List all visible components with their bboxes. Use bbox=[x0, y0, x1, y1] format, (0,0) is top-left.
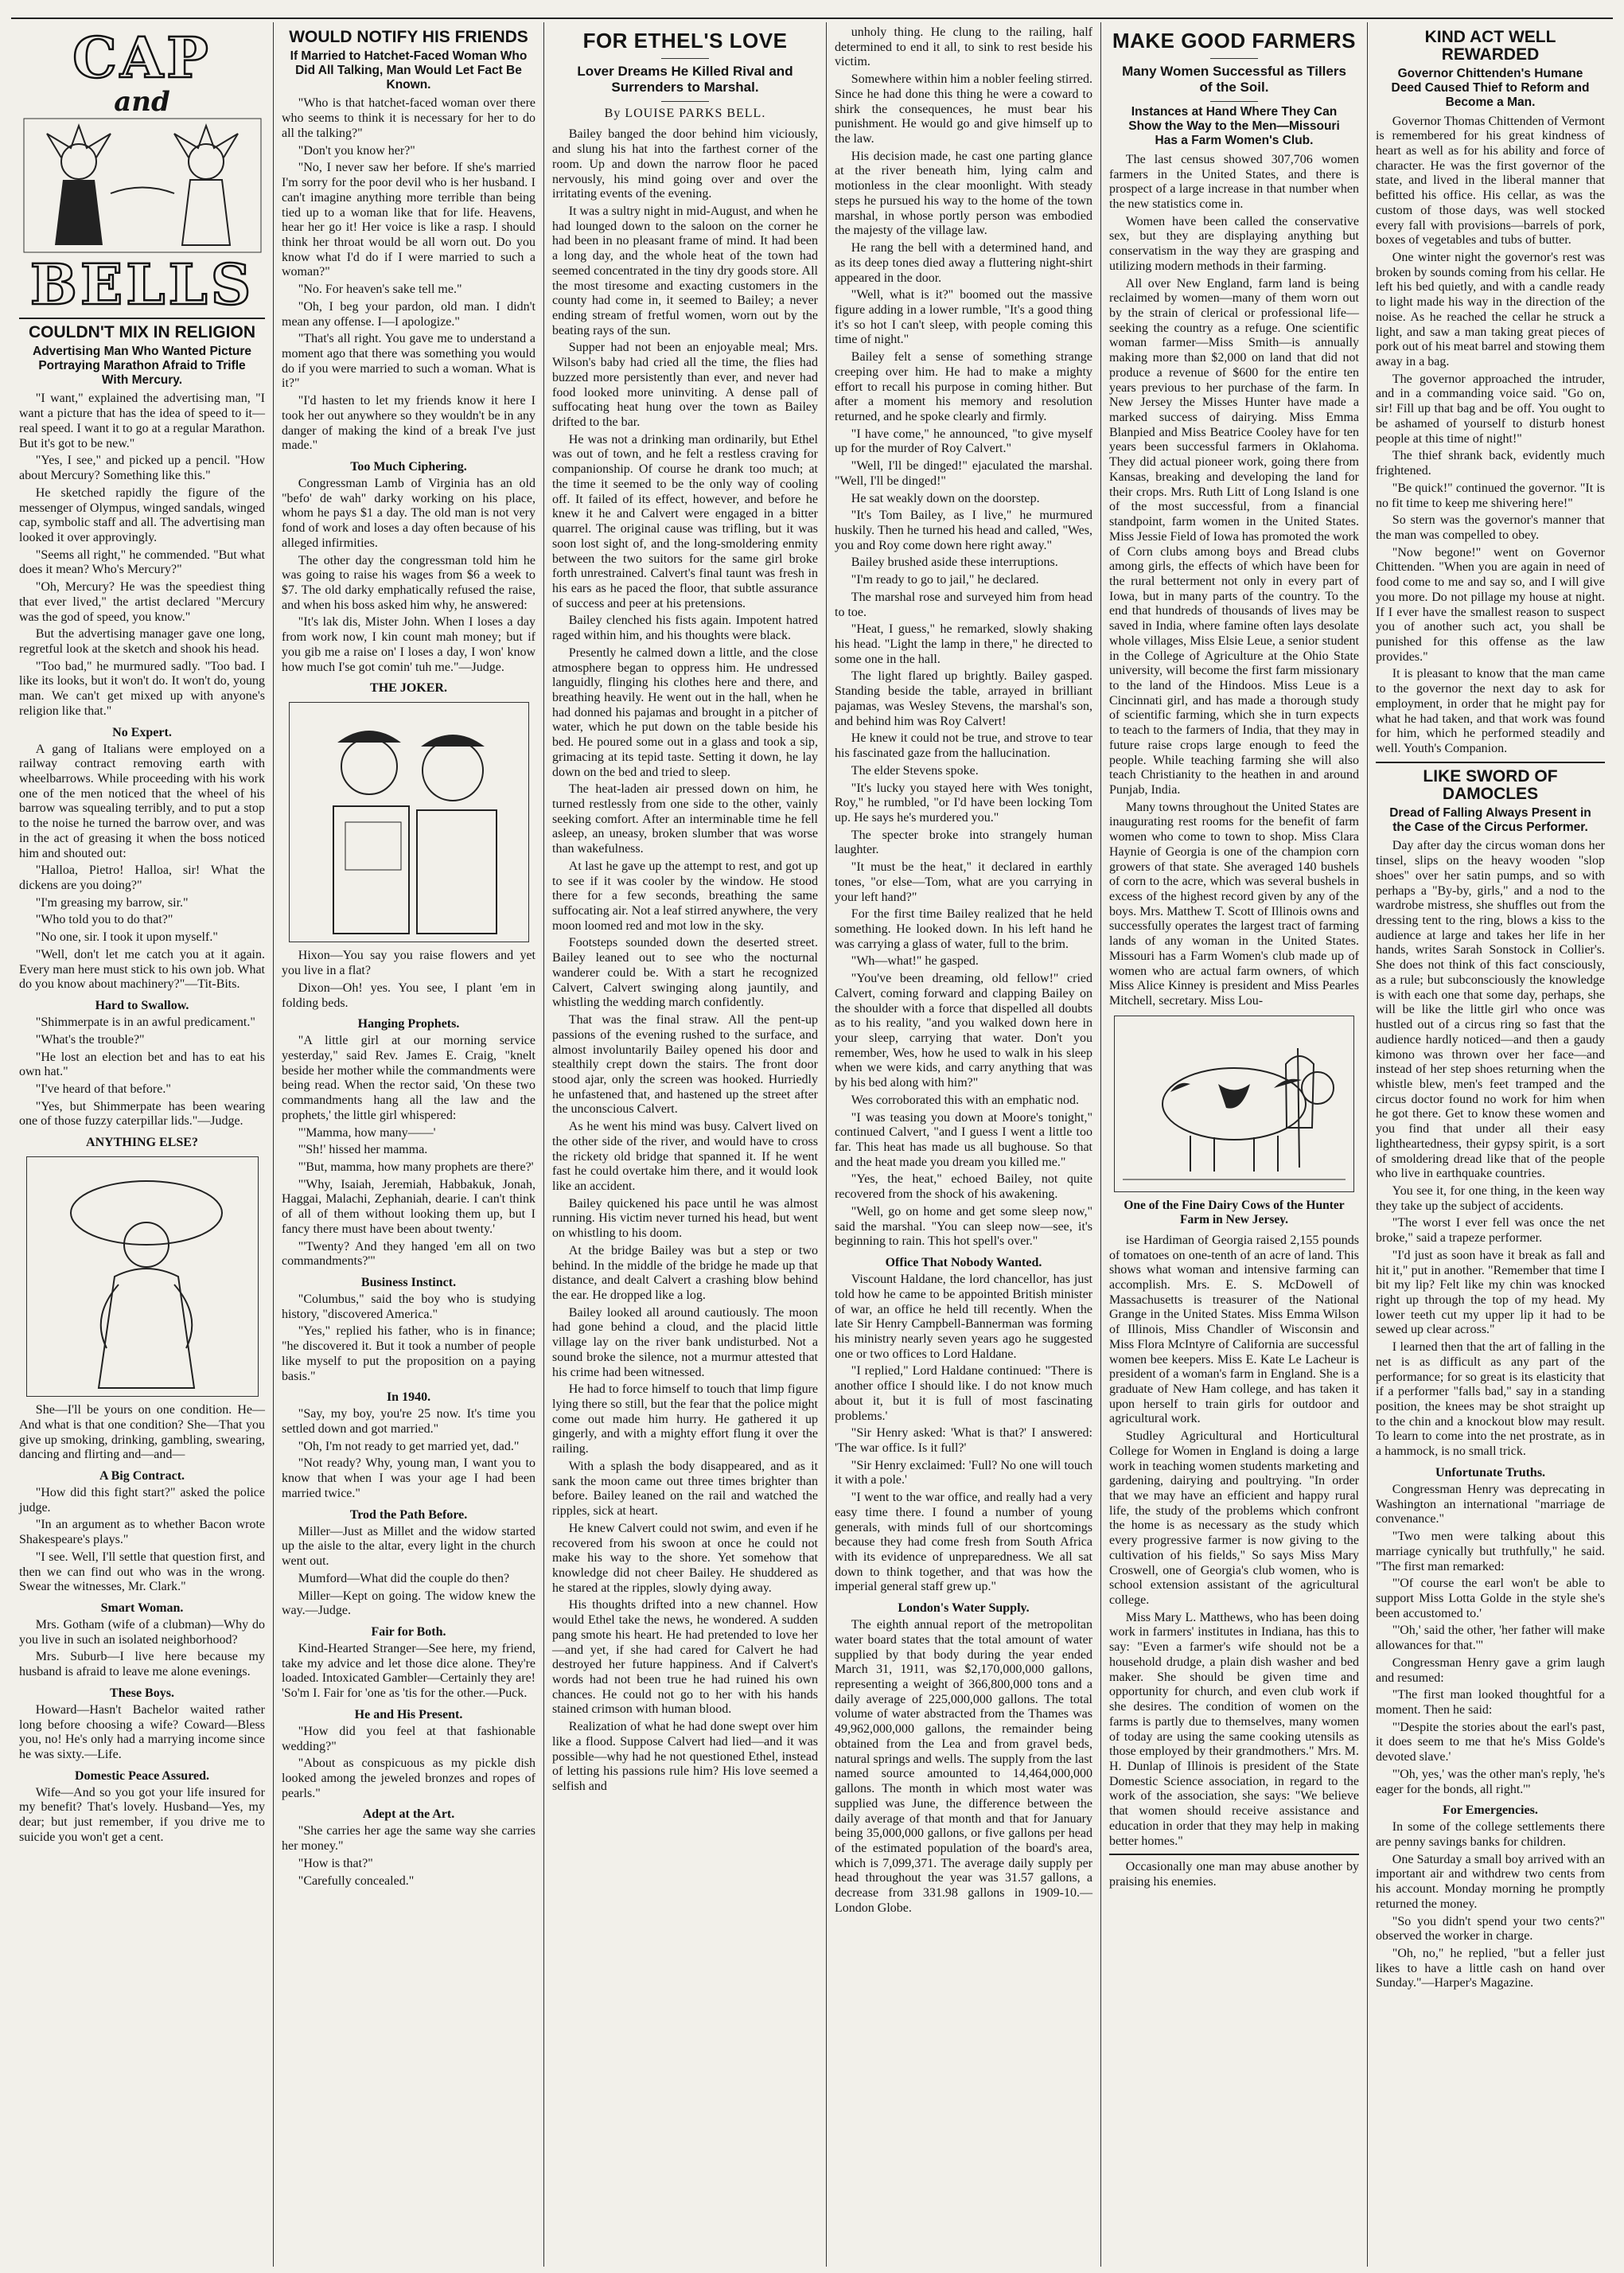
headline-for-ethels-love: FOR ETHEL'S LOVE bbox=[582, 29, 788, 53]
paragraph: Wes corroborated this with an emphatic nod. bbox=[851, 1093, 1079, 1107]
paragraph: "Not ready? Why, young man, I want you to know that when I was your age I had been married twice." bbox=[282, 1456, 535, 1500]
paragraph: "About as conspicuous as my pickle dish looked among the jeweled bronzes and ropes of pearls." bbox=[282, 1756, 535, 1800]
paragraph: She—I'll be yours on one condition. He—And what is that one condition? She—That you give up smoking, drinking, gambling, swearing, dancing and flirting and—and— bbox=[19, 1403, 265, 1462]
subhead-office-nobody-wanted: Office That Nobody Wanted. bbox=[885, 1256, 1042, 1270]
paragraph: "Heat, I guess," he remarked, slowly shaking his head. "Light the lamp in there," he directed to some one in the hall. bbox=[835, 622, 1092, 666]
paragraph: "Who told you to do that?" bbox=[35, 913, 173, 927]
paragraph: The eighth annual report of the metropolitan water board states that the total amount of water supplied by that body during the year ended March 31, 1911, was $2,170,000,000 gallons, representing a weight of 366,800,000 tons and a daily average of 225,000,000 gallons. The total volume of water abstracted from the Thames was 49,962,000,000 gallons, the remainder being obtained from the Lea and from gravel beds, natural springs and wells. The supply from the last named source amounted to 14,464,000,000 gallons. The month in which most water was supplied was June, the difference between the daily average of that month and that for January being 35,000,000 gallons, or five gallons per head of the estimated population of the board's area, which is 7,099,371. The average daily supply per head throughout the year was 31.57 gallons, a decrease from 331.98 gallons in 1909-10.—London Globe. bbox=[835, 1618, 1092, 1915]
paragraph: "Wh—what!" he gasped. bbox=[851, 954, 979, 969]
paragraph: "I want," explained the advertising man, "I want a picture that has the idea of speed to it—real speed. I want it to go at a regular Marathon. But it's got to be new." bbox=[19, 392, 265, 450]
paragraph: "Oh, I'm not ready to get married yet, dad." bbox=[298, 1439, 520, 1453]
subhead-domestic-peace: Domestic Peace Assured. bbox=[75, 1768, 209, 1783]
paragraph: So stern was the governor's manner that the man was compelled to obey. bbox=[1376, 513, 1605, 542]
paragraph: Bailey brushed aside these interruptions. bbox=[851, 556, 1058, 570]
section-rule bbox=[1376, 762, 1605, 763]
paragraph: "She carries her age the same way she carries her money." bbox=[282, 1824, 535, 1854]
column-3 bbox=[544, 22, 827, 2267]
paragraph: Bailey banged the door behind him viciously, and slung his hat into the farthest corner of the room. Up and down the narrow floor he paced nervously, his mind going over and over the irritating events of the evening. bbox=[552, 127, 818, 201]
paragraph: He knew it could not be true, and strove to tear his fascinated gaze from the hallucination. bbox=[835, 731, 1092, 761]
paragraph: The marshal rose and surveyed him from head to toe. bbox=[835, 590, 1092, 619]
column-2 bbox=[274, 22, 544, 2267]
paragraph: He knew Calvert could not swim, and even if he recovered from his swoon at once he could not make his way to the shore. Yet somehow that knowledge did not cheer Bailey. He shuddered as he stared at the ripples, slowly dying away. bbox=[552, 1521, 818, 1595]
top-rule bbox=[11, 18, 1613, 19]
paragraph: All over New England, farm land is being reclaimed by women—many of them worn out by the strain of clerical or professional life—seeking the country as a refuge. One scientific woman farmer—Miss Smith—is annually making more than $2,000 on land that did not produce a revenue of $600 for the entire ten years previous to her purchase of the farm. In New Jersey the Misses Hunter have made a marked success of dairying. Miss Emma Blanpied and Miss Beatrice Cooley have for ten years been successful farmers in Oklahoma. They did actual pioneer work, going there from Kansas, breaking and developing the land for their crops. Mrs. Ruth Litt of Long Island is one of the most successful, from a financial standpoint, farm women in the United States. Miss Jessie Field of Iowa has promoted the work of Corn clubs among boys and Bread clubs among girls, the effects of which have been for the rural betterment not only in every part of Iowa, but in many parts of the country. To the end that hundreds of thousands of lives may be saved in India, where famine often lays desolate whole villages, Miss Elsie Leue, a senior student in the College of Agriculture at the Ohio State university, will become the first farm missionary to the land of the Hindoos. Miss Leue is a Cincinnati girl, and has made a thorough study of scientific farming, which she in turn expects to teach to the farmers of India, that they may in future raise crops large enough to feed the people. While teaching farming she will also teach Christianity to the heathen in and around Punjab, India. bbox=[1109, 276, 1359, 797]
jester-illustration bbox=[23, 118, 262, 253]
paragraph: "Seems all right," he commended. "But what does it mean? Who's Mercury?" bbox=[19, 548, 265, 577]
paragraph: It was a sultry night in mid-August, and when he had lounged down to the saloon on the corner he had been in no pleasant frame of mind. It had been a long day, and the whole heat of the town had seemed concentrated in the tiny dry goods store. All the most tiresome and exacting customers in the county had come in, it seemed to Bailey; a never ending stream of fretful women, worn out by the beating rays of the sun. bbox=[552, 204, 818, 337]
subhead-smart-woman: Smart Woman. bbox=[100, 1601, 184, 1616]
paragraph: "Halloa, Pietro! Halloa, sir! What the dickens are you doing?" bbox=[19, 864, 265, 893]
paragraph: "Sir Henry exclaimed: 'Full? No one will touch it with a pole.' bbox=[835, 1458, 1092, 1487]
paragraph: "That's all right. You gave me to understand a moment ago that there was something you would do if you were married to such a woman. What is it?" bbox=[282, 332, 535, 391]
paragraph: Mrs. Suburb—I live here because my husband is afraid to leave me alone evenings. bbox=[19, 1650, 265, 1679]
paragraph: "Well, what is it?" boomed out the massive figure adding in a lower rumble, "It's a good thing it's so hot I can't sleep, with people coming this time of night." bbox=[835, 288, 1092, 347]
deck-separator bbox=[661, 101, 709, 102]
headline-would-notify: WOULD NOTIFY HIS FRIENDS bbox=[289, 28, 528, 46]
paragraph: He sat weakly down on the doorstep. bbox=[851, 491, 1040, 505]
paragraph: "A little girl at our morning service yesterday," said Rev. James E. Craig, "knelt beside her mother while the commandments were being read. When the rector said, 'On these two commandments hang all the law and the prophets,' the little girl whispered: bbox=[282, 1034, 535, 1122]
paragraph: He sketched rapidly the figure of the messenger of Olympus, winged sandals, winged cap, symbolic staff and all. The advertising man looked it over approvingly. bbox=[19, 485, 265, 544]
paragraph: The heat-laden air pressed down on him, he turned restlessly from one side to the other, vainly seeking comfort. After an interminable time he fell asleep, an uneasy, broken slumber that was worse than wakefulness. bbox=[552, 782, 818, 856]
paragraph: "No one, sir. I took it upon myself." bbox=[35, 930, 218, 945]
paragraph: Hixon—You say you raise flowers and yet you live in a flat? bbox=[282, 949, 535, 978]
column-5 bbox=[1101, 22, 1368, 2267]
column-1 bbox=[11, 22, 274, 2267]
paragraph: Wife—And so you got your life insured for my benefit? That's lovely. Husband—Yes, my dear; but just remember, if you drive me to suicide you won't get a cent. bbox=[19, 1785, 265, 1844]
paragraph: Congressman Henry gave a grim laugh and resumed: bbox=[1376, 1655, 1605, 1685]
paragraph: "How did you feel at that fashionable wedding?" bbox=[282, 1724, 535, 1753]
subhead-hanging-prophets: Hanging Prophets. bbox=[357, 1017, 460, 1031]
paragraph: One winter night the governor's rest was broken by sounds coming from his cellar. He left his bed quietly, and with a candle ready to light made his way in the direction of the noise. As he reached the cellar he struck a light, and saw a man taking great pieces of pork out of his meat barrel and stowing them away in a bag. bbox=[1376, 251, 1605, 369]
paragraph: For the first time Bailey realized that he held something. He looked down. In his left hand he was carrying a glass of water, full to the brim. bbox=[835, 907, 1092, 951]
paragraph: Kind-Hearted Stranger—See here, my friend, take my advice and let those dice alone. They're loaded. Intoxicated Gambler—Certainly they are! 'So'm I. Fair for 'one as 'tis for the other.—Puck. bbox=[282, 1641, 535, 1701]
headline-separator bbox=[661, 58, 709, 59]
paragraph: His thoughts drifted into a new channel. How would Ethel take the news, he wondered. A sudden pang smote his heart. He had pretended to love her—and yet, if she had cared for Calvert he had destroyed her future happiness. And if Calvert's words had not been true he had ruined his own chances. He could not go to her with his hands stained crimson with human blood. bbox=[552, 1598, 818, 1717]
deck-kind-act: Governor Chittenden's Humane Deed Caused Thief to Reform and Become a Man. bbox=[1391, 67, 1590, 109]
subhead-too-much-ciphering: Too Much Ciphering. bbox=[350, 460, 467, 474]
paragraph: "It's lucky you stayed here with Wes tonight, Roy," he rumbled, "or I'd have been locking Tom up. He says he's murdered you." bbox=[835, 781, 1092, 825]
subhead-for-emergencies: For Emergencies. bbox=[1443, 1803, 1538, 1818]
paragraph: "It's Tom Bailey, as I live," he murmured huskily. Then he turned his head and called, "Wes, you and Roy come down here right away." bbox=[835, 509, 1092, 552]
paragraph: "I replied," Lord Haldane continued: "There is another office I should like. I do not know much about it, but it is full of most fascinating problems.' bbox=[835, 1364, 1092, 1423]
paragraph: "I'm greasing my barrow, sir." bbox=[35, 895, 189, 910]
paragraph: The last census showed 307,706 women farmers in the United States, and there is prospect of a large increase in that number when the new statistics come in. bbox=[1109, 152, 1359, 211]
paragraph: "Be quick!" continued the governor. "It is no fit time to keep me shivering here!" bbox=[1376, 481, 1605, 510]
paragraph: Many towns throughout the United States are inaugurating rest rooms for the benefit of farm women who come to town to shop. Miss Clara Haynie of Georgia is one of the champion corn growers of that state. She averaged 140 bushels of corn to the acre, which was several bushels in excess of the highest record given by any of the boys. Mrs. Matthew T. Scott of Illinois owns and successfully operates the largest tract of farming lands of any woman in the United States. Missouri has a Farm Women's club made up of women who are actual farm owners, of which Miss Alice Kinney is president and Miss Pearles Mitchell, secretary. Miss Lou- bbox=[1109, 800, 1359, 1008]
headline-couldnt-mix: COULDN'T MIX IN RELIGION bbox=[29, 323, 255, 341]
paragraph: Bailey quickened his pace until he was almost running. His victim never turned his head, but went on whistling to his doom. bbox=[552, 1196, 818, 1241]
logo-and: and bbox=[114, 86, 170, 118]
paragraph: "Yes," replied his father, who is in finance; "he discovered it. But it took a number of people like myself to put the proposition on a paying basis." bbox=[282, 1324, 535, 1383]
paragraph: Miller—Kept on going. The widow knew the way.—Judge. bbox=[282, 1589, 535, 1618]
paragraph: "I was teasing you down at Moore's tonight," continued Calvert, "and I guess I went a little too far. This heat has made us all bughouse. So that and the heat made you dream you killed me." bbox=[835, 1110, 1092, 1169]
logo-cap: CAP bbox=[72, 25, 212, 91]
paragraph: "'Oh, yes,' was the other man's reply, 'he's eager for the bonds, all right.'" bbox=[1376, 1767, 1605, 1796]
paragraph: "No. For heaven's sake tell me." bbox=[298, 283, 462, 297]
paragraph: Supper had not been an enjoyable meal; Mrs. Wilson's baby had cried all the time, the flies had buzzed more persistently than ever, and never had food looked more uninviting. A dense pall of suffocating heat hung over the town as Bailey drifted to the bar. bbox=[552, 341, 818, 430]
paragraph: unholy thing. He clung to the railing, half determined to end it all, to sink to rest beside his victim. bbox=[835, 25, 1092, 69]
paragraph: Studley Agricultural and Horticultural College for Women in England is doing a large work in teaching women students marketing and gardening, dairying and poultrying. "In order that we may have an efficient and happy rural life, the study of the problems which confront the home is as necessary as the study which every progressive farmer is now giving to the cultivation of his fields," So says Miss Mary Croswell, one of Georgia's club women, who is school extension assistant of the agricultural college. bbox=[1109, 1429, 1359, 1608]
dairy-cow-illustration bbox=[1114, 1016, 1354, 1192]
paragraph: You see it, for one thing, in the keen way they take up the subject of accidents. bbox=[1376, 1183, 1605, 1213]
paragraph: At the bridge Bailey was but a step or two behind. In the middle of the bridge he made up that distance, and dealt Calvert a crashing blow behind the ear. He dropped like a log. bbox=[552, 1243, 818, 1303]
paragraph: I learned then that the art of falling in the net is as difficult as any part of the performance; for so great is its elasticity that if a performer "falls bad," say in a standing position, the knees may be shot straight up to the chin and a knockout blow may result. To learn to come into the net prostrate, as in a hammock, is no small trick. bbox=[1376, 1340, 1605, 1459]
paragraph: The other day the congressman told him he was going to raise his wages from $6 a week to $7. The old darky emphatically refused the raise, and when his boss asked him why, he answered: bbox=[282, 553, 535, 612]
paragraph: "The worst I ever fell was once the net broke," said a trapeze performer. bbox=[1376, 1216, 1605, 1246]
paragraph: "You've been dreaming, old fellow!" cried Calvert, coming forward and clapping Bailey on the shoulder with a force that dispelled all doubts as to his reality, "and you walked down here in your sleep, carrying that water. Don't you remember, Wes, how he used to walk in his sleep when we were kids, and carry anything that was by his bed along with him?" bbox=[835, 972, 1092, 1090]
paragraph: "'Why, Isaiah, Jeremiah, Habbakuk, Jonah, Haggai, Malachi, Zephaniah, dearie. I can't think of all of them without looking them up, but I fancy there must have been about twenty.' bbox=[282, 1177, 535, 1236]
paragraph: Bailey felt a sense of something strange creeping over him. He had to make a mighty effort to recall his purpose in coming hither. But after a moment his memory and resolution returned, and he spoke clearly and firmly. bbox=[835, 350, 1092, 423]
subhead-no-expert: No Expert. bbox=[112, 725, 172, 739]
paragraph: "'Oh,' said the other, 'her father will make allowances for that.'" bbox=[1376, 1624, 1605, 1653]
paragraph: But the advertising manager gave one long, regretful look at the sketch and shook his head. bbox=[19, 627, 265, 656]
paragraph: Mrs. Gotham (wife of a clubman)—Why do you live in such an isolated neighborhood? bbox=[19, 1618, 265, 1647]
paragraph: Bailey clenched his fists again. Impotent hatred raged within him, and his thoughts were black. bbox=[552, 614, 818, 643]
paragraph: Somewhere within him a nobler feeling stirred. Since he had done this thing he were a coward to shirk the consequences, he must bear his punishment. He would go and give himself up to the law. bbox=[835, 72, 1092, 146]
paragraph: With a splash the body disappeared, and as it sank the moon came out three times brighter than before. Bailey leaned on the rail and watched the ripples, sick at heart. bbox=[552, 1459, 818, 1519]
paragraph: Congressman Henry was deprecating in Washington an international "marriage de convenance." bbox=[1376, 1482, 1605, 1526]
paragraph: Mumford—What did the couple do then? bbox=[298, 1571, 510, 1585]
paragraph: "Well, I'll be dinged!" ejaculated the marshal. "Well, I'll be dinged!" bbox=[835, 459, 1092, 488]
paragraph: "Oh, I beg your pardon, old man. I didn't mean any offense. I—I apologize." bbox=[282, 299, 535, 329]
subhead-anything-else: ANYTHING ELSE? bbox=[86, 1136, 198, 1150]
paragraph: Footsteps sounded down the deserted street. Bailey leaned out to see who the nocturnal wanderer could be. With a start he recognized Calvert, Calvert swinging along jauntily, and whistling the wedding march confidently. bbox=[552, 936, 818, 1010]
paragraph: "No, I never saw her before. If she's married I'm sorry for the poor devil who is her husband. I can't imagine anything more terrible than being tied up to a woman like that for life. Heavens, hear her go it! Her voice is like a rasp. I should think her throat would be all worn out. Do you know what I'd do if I were married to such a woman?" bbox=[282, 161, 535, 279]
paragraph: "In an argument as to whether Bacon wrote Shakespeare's plays." bbox=[19, 1518, 265, 1547]
woman-illustration bbox=[26, 1156, 259, 1397]
section-rule bbox=[1109, 1854, 1359, 1855]
paragraph: One Saturday a small boy arrived with an important air and withdrew two cents from his account. Monday morning he promptly returned the money. bbox=[1376, 1852, 1605, 1911]
paragraph: He rang the bell with a determined hand, and as its deep tones died away a fluttering night-shirt appeared in the door. bbox=[835, 241, 1092, 285]
paragraph: Congressman Lamb of Virginia has an old "befo' de wah" darky working on his place, whom he pays $1 a day. The old man is not very fond of work and loses a day often because of his alleged infirmities. bbox=[282, 477, 535, 550]
paragraph: The elder Stevens spoke. bbox=[851, 763, 979, 778]
paragraph: "So you didn't spend your two cents?" observed the worker in charge. bbox=[1376, 1914, 1605, 1944]
paragraph: Realization of what he had done swept over him like a flood. Suppose Calvert had lied—and it was possible—why had he not questioned Ethel, instead of letting his passions rule him? His love seemed a selfish and bbox=[552, 1720, 818, 1794]
paragraph: In some of the college settlements there are penny savings banks for children. bbox=[1376, 1820, 1605, 1849]
paragraph: "Oh, Mercury? He was the speediest thing that ever lived," the artist declared "Mercury was the god of speed, you know." bbox=[19, 580, 265, 624]
paragraph: "He lost an election bet and has to eat his own hat." bbox=[19, 1050, 265, 1079]
paragraph: "I'd hasten to let my friends know it here I took her out anywhere so they wouldn't be in any danger of making the kind of a break I've just made." bbox=[282, 394, 535, 453]
subhead-fair-for-both: Fair for Both. bbox=[371, 1624, 446, 1639]
paragraph: "'Mamma, how many——' bbox=[298, 1125, 436, 1140]
paragraph: Howard—Hasn't Bachelor waited rather long before choosing a wife? Coward—Bless you, no! He's only had a marrying income since he was sixty.—Life. bbox=[19, 1702, 265, 1762]
paragraph: "Sir Henry asked: 'What is that?' I answered: 'The war office. Is it full?' bbox=[835, 1426, 1092, 1455]
paragraph: Miss Mary L. Matthews, who has been doing work in farmers' institutes in Indiana, has this to say: "Even a farmer's wife should not be a household drudge, a plain dish washer and bed maker. She should be given time and opportunity for church, and even club work if she desires. The condition of women on the farms is partly due to themselves, many women of today are using the same cooking utensils as those employed by their grandmothers." Mrs. M. H. Dunlap of Illinois is president of the State Domestic Science association, in regard to the work of the association, she says: "We believe that women should receive assistance and education in order that they may help in making better homes." bbox=[1109, 1610, 1359, 1848]
paragraph: It is pleasant to know that the man came to the governor the next day to ask for employment, in order that he might pay for what he had taken, and that work was found for him, which he performed steadily and well. Youth's Companion. bbox=[1376, 667, 1605, 755]
subhead-business-instinct: Business Instinct. bbox=[360, 1276, 457, 1290]
subhead-the-joker: THE JOKER. bbox=[370, 681, 447, 696]
paragraph: "'But, mamma, how many prophets are there?' bbox=[298, 1160, 534, 1174]
headline-make-good-farmers: MAKE GOOD FARMERS bbox=[1112, 29, 1357, 53]
paragraph: "Well, don't let me catch you at it again. Every man here must stick to his own job. What do you know about machinery?"—Tit-Bits. bbox=[19, 947, 265, 992]
paragraph: "I'm ready to go to jail," he declared. bbox=[851, 573, 1039, 587]
paragraph: ise Hardiman of Georgia raised 2,155 pounds of tomatoes on one-tenth of an acre of land. This shows what woman and intensive farming can accomplish. Mrs. E. S. McDowell of Massachusetts is treasurer of the National Grange in the United States. Miss Emma Wilson of Illinois, Miss Chandler of Wisconsin and Miss Flora McIntyre of California are successful women bee keepers. Miss E. Kate Le Lacheur is president of a woman's farm in England. She is a graduate of New Ham college, and has taken it upon herself to train girls for outdoor and agricultural work. bbox=[1109, 1233, 1359, 1426]
paragraph: "I have come," he announced, "to give myself up for the murder of Roy Calvert." bbox=[835, 427, 1092, 456]
paragraph: He had to force himself to touch that limp figure lying there so still, but the fear that the police might come out made him hurry. He gathered it up gingerly, and with a mighty effort flung it over the railing. bbox=[552, 1382, 818, 1456]
paragraph: "Yes, the heat," echoed Bailey, not quite recovered from the shock of his awakening. bbox=[835, 1172, 1092, 1202]
paragraph: "It's lak dis, Mister John. When I loses a day from work now, I kin count mah money; but if you gib me a raise on' I loses a day, I won' know how much I'se got comin' tuh me."—Judge. bbox=[282, 615, 535, 674]
paragraph: "Shimmerpate is in an awful predicament." bbox=[35, 1016, 255, 1030]
paragraph: The specter broke into strangely human laughter. bbox=[835, 828, 1092, 857]
paragraph: "Don't you know her?" bbox=[298, 143, 415, 158]
logo-bells: BELLS bbox=[29, 251, 255, 318]
paragraph: "The first man looked thoughtful for a moment. Then he said: bbox=[1376, 1688, 1605, 1717]
headline-separator bbox=[1210, 58, 1258, 59]
paragraph: "I see. Well, I'll settle that question first, and then we can find out who was in the wrong. Swear the witnesses, Mr. Clark." bbox=[19, 1550, 265, 1594]
paragraph: He was not a drinking man ordinarily, but Ethel was out of town, and he felt a restless craving for companionship. Of course he drank too much; at the time it seemed to be the only way of cooling off. It failed of its effect, however, and before he knew it he and Calvert were engaged in a bitter quarrel. The original cause was trifling, but it was soon lost sight of, and the long-smoldering enmity between the two suitors for the same girl broke forth unrestrained. Calvert's final taunt was fresh in his ears as he paced the floor, that subtle assurance of success and peer at his pretensions. bbox=[552, 432, 818, 610]
paragraph: "'Sh!' hissed her mamma. bbox=[298, 1143, 428, 1157]
paragraph: "Oh, no," he replied, "but a feller just likes to have a little cash on hand over Sunday."—Harper's Magazine. bbox=[1376, 1947, 1605, 1990]
paragraph: "Who is that hatchet-faced woman over there who seems to think it is necessary for her to do all the talking?" bbox=[282, 96, 535, 140]
paragraph: Women have been called the conservative sex, but they are displaying anything but conservatism in the way they are grasping and utilizing modern methods in their farming. bbox=[1109, 214, 1359, 273]
paragraph: "Yes, but Shimmerpate has been wearing one of those fuzzy caterpillar lids."—Judge. bbox=[19, 1099, 265, 1129]
paragraph: "I've heard of that before." bbox=[35, 1082, 171, 1096]
deck-make-good-farmers: Many Women Successful as Tillers of the Soil. bbox=[1122, 64, 1346, 95]
paragraph: His decision made, he cast one parting glance at the river beneath him, lying calm and motionless in the clear moonlight. With steady steps he pursued his way to the home of the town marshal, in whose portly person was embodied the majesty of the village law. bbox=[835, 149, 1092, 238]
logo-rule bbox=[19, 318, 265, 319]
paragraph: Bailey looked all around cautiously. The moon had gone behind a cloud, and the placid little village lay on the river bank undisturbed. Not a sound broke the silence, not a murmur attested that his crime had been witnessed. bbox=[552, 1305, 818, 1379]
subhead-in-1940: In 1940. bbox=[386, 1390, 431, 1405]
deck-separator bbox=[1210, 101, 1258, 102]
column-4 bbox=[827, 22, 1101, 2267]
column-6 bbox=[1368, 22, 1613, 2267]
deck-sword-of-damocles: Dread of Falling Always Present in the Case of the Circus Performer. bbox=[1389, 805, 1591, 834]
headline-kind-act: KIND ACT WELL REWARDED bbox=[1424, 28, 1556, 64]
paragraph: At last he gave up the attempt to rest, and got up to see if it was cooler by the window. He stood there for a few seconds, breathing the same suffocating air. Not a leaf stirred anywhere, the very moon loomed red and mot low in the sky. bbox=[552, 859, 818, 933]
paragraph: Presently he calmed down a little, and the close atmosphere began to oppress him. He undressed languidly, flinging his clothes here and there, and breathing heavily. He went out in the hall, when he had donned his pajamas and brought in a pitcher of water, which he put down on the table beside his bed. He poured some out in a glass and took a sip, grimacing at its tepid taste. Setting it down, he lay down on the bed and tried to sleep. bbox=[552, 645, 818, 779]
paragraph: "'Of course the earl won't be able to support Miss Lotta Golde in the style she's been accustomed to.' bbox=[1376, 1577, 1605, 1620]
deck-for-ethels-love: Lover Dreams He Killed Rival and Surrenders to Marshal. bbox=[577, 64, 793, 95]
paragraph: "Say, my boy, you're 25 now. It's time you settled down and got married." bbox=[282, 1407, 535, 1437]
paragraph: "I'd just as soon have it break as fall and hit it," put in another. "Remember that time I bit my lip? Felt like my chin was knocked right up through the top of my head. My lower teeth cut my upper lip it had to be sewed up clear across." bbox=[1376, 1248, 1605, 1337]
subhead-trod-the-path: Trod the Path Before. bbox=[349, 1507, 468, 1522]
paragraph: That was the final straw. All the pent-up passions of the evening rushed to the surface, and almost involuntarily Bailey opened his door and stealthily crept down the stairs. The front door stood ajar, only the screen was hooked. Hurriedly he unfastened that, and hastened up the street after the unconscious Calvert. bbox=[552, 1013, 818, 1117]
paragraph: Viscount Haldane, the lord chancellor, has just told how he came to be appointed British minister of war, an office he held till recently. When the late Sir Henry Campbell-Bannerman was forming his ministry nearly seven years ago he suggested one or two offices to Lord Haldane. bbox=[835, 1273, 1092, 1361]
paragraph: "Well, go on home and get some sleep now," said the marshal. "You can sleep now—see, it's beginning to rain. This hot spell's over." bbox=[835, 1204, 1092, 1249]
subhead-hard-to-swallow: Hard to Swallow. bbox=[95, 999, 189, 1013]
headline-sword-of-damocles: LIKE SWORD OF DAMOCLES bbox=[1423, 766, 1558, 803]
subhead-he-and-his-present: He and His Present. bbox=[354, 1707, 463, 1721]
paragraph: A gang of Italians were employed on a railway contract removing earth with wheelbarrows. While proceeding with his work one of the men noticed that the wheel of his barrow was squealing terribly, and to put a stop to the noise he turned the barrow over, and was in the act of greasing it when the boss noticed him and shouted out: bbox=[19, 742, 265, 860]
paragraph: Governor Thomas Chittenden of Vermont is remembered for his great kindness of heart as well as for his ability and force of character. He was the first governor of the state, and lived in the liberal manner that befitted his office. His cellar, as was the custom of those days, was well stocked every fall with provisions—barrels of pork, boxes of vegetables and tubs of butter. bbox=[1376, 114, 1605, 248]
cow-caption: One of the Fine Dairy Cows of the Hunter Farm in New Jersey. bbox=[1124, 1198, 1345, 1226]
joker-cartoon-illustration bbox=[289, 702, 529, 942]
subdeck-make-good-farmers: Instances at Hand Where They Can Show the Way to the Men—Missouri Has a Farm Women's Club. bbox=[1128, 105, 1340, 148]
subhead-big-contract: A Big Contract. bbox=[99, 1468, 185, 1483]
paragraph: The thief shrank back, evidently much frightened. bbox=[1376, 449, 1605, 478]
subhead-unfortunate-truths: Unfortunate Truths. bbox=[1435, 1465, 1546, 1480]
paragraph: "How is that?" bbox=[298, 1856, 373, 1870]
paragraph: The light flared up brightly. Bailey gasped. Standing beside the table, arrayed in brilliant pajamas, was Wesley Stevens, the marshal's son, and behind him was Roy Calvert! bbox=[835, 669, 1092, 728]
paragraph: "Now begone!" went on Governor Chittenden. "When you are again in need of food come to me and say so, and I will give you more. Do not pillage my house at night. If I ever have the smallest reason to suspect you of another such act, you shall be punished for this offense as the law provides." bbox=[1376, 545, 1605, 664]
paragraph: "'Twenty? And they hanged 'em all on two commandments?'" bbox=[282, 1239, 535, 1269]
columns bbox=[11, 22, 1613, 2267]
deck-couldnt-mix: Advertising Man Who Wanted Picture Portraying Marathon Afraid to Trifle With Mercury. bbox=[33, 345, 251, 387]
subhead-adept-at-the-art: Adept at the Art. bbox=[362, 1807, 455, 1822]
paragraph: "Columbus," said the boy who is studying history, "discovered America." bbox=[282, 1292, 535, 1321]
paragraph: "What's the trouble?" bbox=[35, 1032, 145, 1047]
deck-would-notify: If Married to Hatchet-Faced Woman Who Did All Talking, Man Would Let Fact Be Known. bbox=[290, 49, 528, 92]
paragraph: "'Despite the stories about the earl's past, it does seem to me that he's Miss Golde's devoted slave.' bbox=[1376, 1720, 1605, 1764]
cap-and-bells-logo bbox=[19, 25, 265, 318]
paragraph: Miller—Just as Millet and the widow started up the aisle to the altar, every light in the church went out. bbox=[282, 1524, 535, 1569]
subhead-these-boys: These Boys. bbox=[110, 1686, 174, 1700]
paragraph: "Yes, I see," and picked up a pencil. "How about Mercury? Something like this." bbox=[19, 454, 265, 483]
subhead-londons-water-supply: London's Water Supply. bbox=[898, 1601, 1030, 1616]
paragraph: Occasionally one man may abuse another by praising his enemies. bbox=[1109, 1860, 1359, 1889]
paragraph: "It must be the heat," it declared in earthly tones, "or else—Tom, what are you carrying in your left hand?" bbox=[835, 860, 1092, 904]
paragraph: "How did this fight start?" asked the police judge. bbox=[19, 1485, 265, 1515]
paragraph: The governor approached the intruder, and in a commanding voice said. "Go on, sir! Fill up that bag and be off. You ought to be ashamed of yourself to disturb honest people at this time of night!" bbox=[1376, 372, 1605, 446]
paragraph: Dixon—Oh! yes. You see, I plant 'em in folding beds. bbox=[282, 981, 535, 1010]
byline: By LOUISE PARKS BELL. bbox=[604, 107, 766, 121]
paragraph: "Two men were talking about this marriage cynically but truthfully," he said. "The first man remarked: bbox=[1376, 1530, 1605, 1573]
paragraph: "Carefully concealed." bbox=[298, 1873, 415, 1888]
paragraph: "Too bad," he murmured sadly. "Too bad. I like its looks, but it won't do. It won't do, young man. We can't get mixed up with anyone's religion like that." bbox=[19, 659, 265, 718]
paragraph: "I went to the war office, and really had a very easy time there. I found a number of young generals, with minds full of our shortcomings because they had come fresh from South Africa with its evidence of unpreparedness. We all sat down to think together, and that was how the imperial general staff grew up." bbox=[835, 1491, 1092, 1594]
paragraph: Day after day the circus woman dons her tinsel, slips on the heavy wooden "slop shoes" over her satin pumps, and so with perhaps a "By-by, girls," and a nod to the wardrobe mistress, she shuffles out from the dressing tent to the ring, blows a kiss to the audience at large and takes her life in her hands, writes Sarah Sonstock in Collier's. She does not think of this fact consciously, as a rule; but subconsciously the knowledge is with each one that some day, perhaps, she will be like the little girl who once was hustled out of a circus ring so fast that the audience hardly noticed—and then a gaudy kimono was thrown over her face—and instead of her step shoes returning when the whistle blew, men's feet tramped and the circus doctor found no work for him when he got there. Get to know these women and you find that under all their easy lightheartedness, their gypsy spirit, is a sort of smoldering dread like that of the people who live in earthquake countries. bbox=[1376, 839, 1605, 1181]
paragraph: As he went his mind was busy. Calvert lived on the other side of the river, and would have to cross the rickety old bridge that spanned it. If he went fast he could overtake him there, and it would look like an accident. bbox=[552, 1120, 818, 1193]
